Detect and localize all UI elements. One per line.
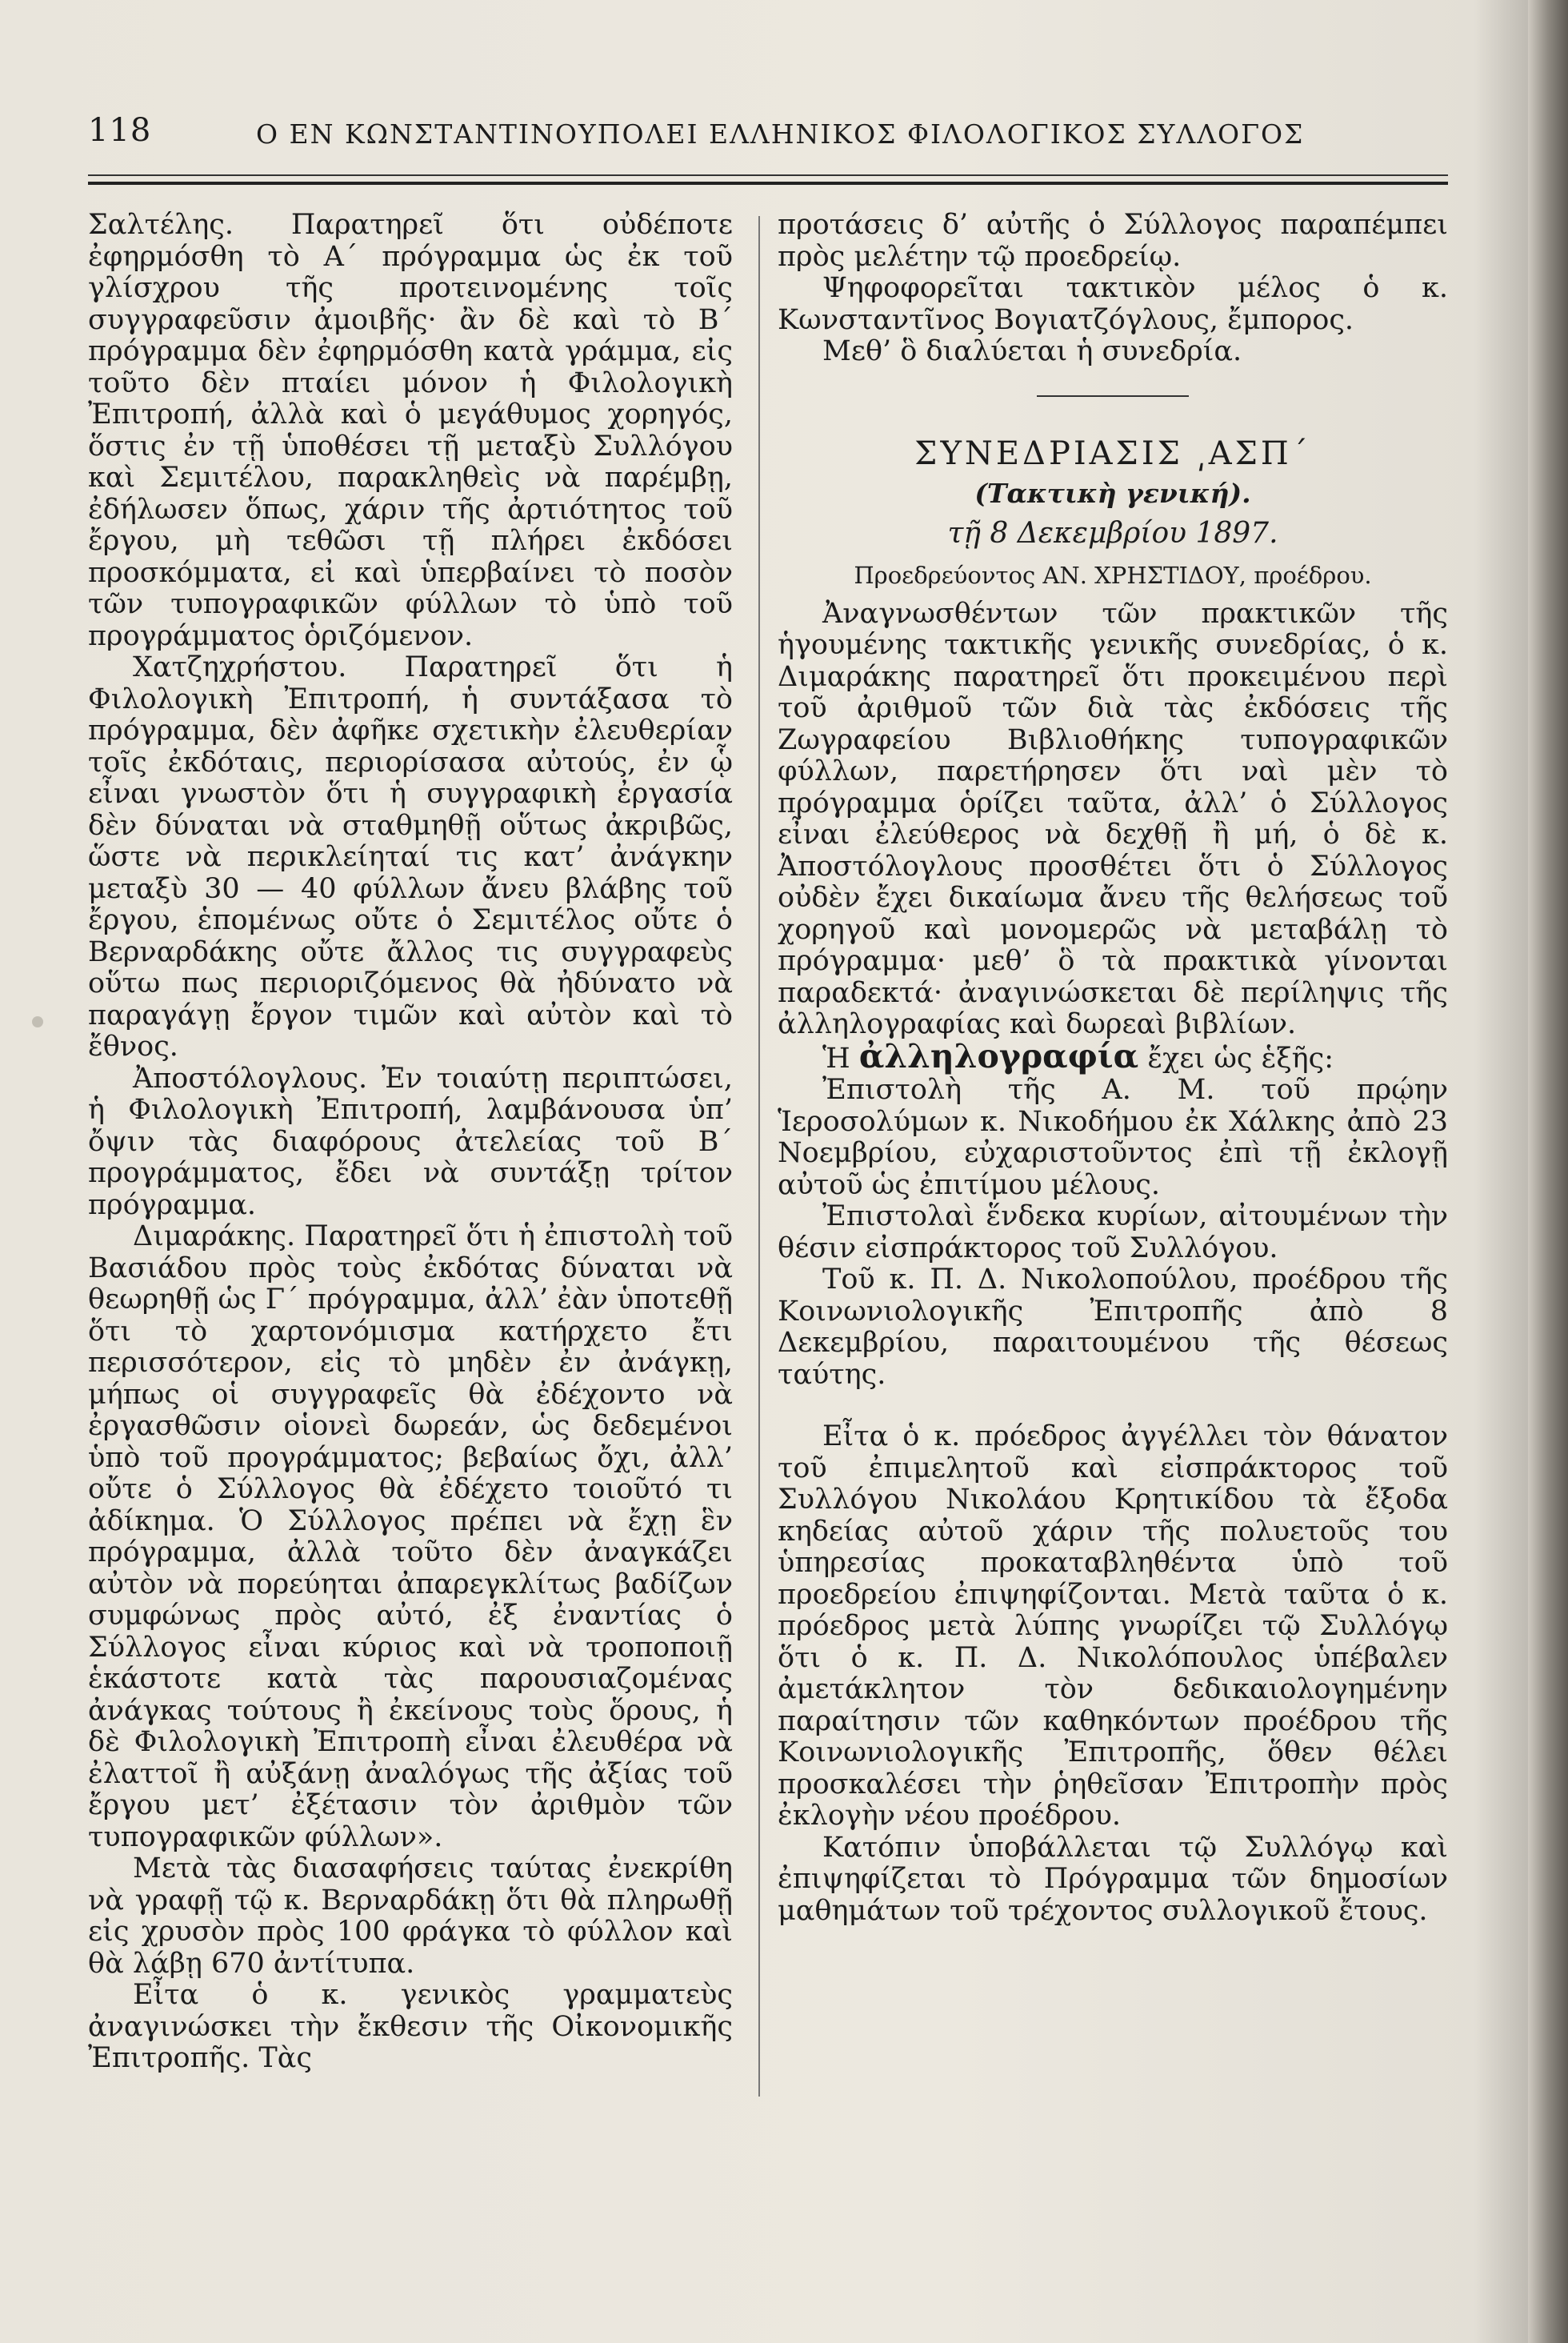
page-number: 118 <box>88 112 152 149</box>
session-title: ΣΥΝΕΔΡΙΑΣΙΣ ͵ΑΣΠ΄ <box>914 435 1311 472</box>
column-divider <box>758 216 760 2097</box>
paragraph: Τοῦ κ. Π. Δ. Νικολοπούλου, προέδρου τῆς Κοινωνιολογικῆς Ἐπιτροπῆς ἀπὸ 8 Δεκεμβρίου, παραιτουμένου τῆς θέσεως ταύτης. <box>778 1264 1448 1391</box>
correspondence-heading-word: Ἡ <box>822 1042 850 1075</box>
paragraph-gap <box>778 1391 1448 1421</box>
paragraph: Διμαράκης. Παρατηρεῖ ὅτι ἡ ἐπιστολὴ τοῦ Βασιάδου πρὸς τοὺς ἐκδότας δύναται νὰ θεωρηθῇ ὡς Γ΄ πρόγραμμα, ἀλλ’ ἐὰν ὑποτεθῇ ὅτι τὸ χαρτονόμισμα κατήρχετο ἔτι περισσότερον, εἰς τὸ μηδὲν ἐν ἀνάγκῃ, μήπως οἱ συγγραφεῖς θὰ ἐδέχοντο νὰ ἐργασθῶσιν οἱονεὶ δωρεάν, ὡς δεδεμένοι ὑπὸ τοῦ προγράμματος; βεβαίως ὄχι, ἀλλ’ οὔτε ὁ Σύλλογος θὰ ἐδέχετο τοιοῦτό τι ἀδίκημα. Ὁ Σύλλογος πρέπει νὰ ἔχῃ ἓν πρόγραμμα, ἀλλὰ τοῦτο δὲν ἀναγκάζει αὐτὸν νὰ πορεύηται ἀπαρεγκλίτως βαδίζων συμφώνως πρὸς αὐτό, ἐξ ἐναντίας ὁ Σύλλογος εἶναι κύριος καὶ νὰ τροποποιῇ ἑκάστοτε κατὰ τὰς παρουσιαζομένας ἀνάγκας τούτους ἢ ἐκείνους τοὺς ὅρους, ἡ δὲ Φιλολογικὴ Ἐπιτροπὴ εἶναι ἐλευθέρα νὰ ἐλαττοῖ ἢ αὐξάνῃ ἀναλόγως τῆς ἀξίας τοῦ ἔργου μετ’ ἐξέτασιν τὸν ἀριθμὸν τῶν τυπογραφικῶν φύλλων». <box>88 1220 733 1853</box>
left-column <box>88 210 733 2075</box>
header-rule-thick <box>88 182 1448 185</box>
paragraph: Ἐπιστολὴ τῆς Α. Μ. τοῦ πρῴην Ἱεροσολύμων κ. Νικοδήμου ἐκ Χάλκης ἀπὸ 23 Νοεμβρίου, εὐχαριστοῦντος ἐπὶ τῇ ἐκλογῇ αὐτοῦ ὡς ἐπιτίμου μέλους. <box>778 1074 1448 1201</box>
correspondence-heading <box>778 1036 1448 1075</box>
paragraph: Μεθ’ ὃ διαλύεται ἡ συνεδρία. <box>822 335 1242 367</box>
paragraph: Χατζηχρήστου. Παρατηρεῖ ὅτι ἡ Φιλολογικὴ Ἐπιτροπή, ἡ συντάξασα τὸ πρόγραμμα, δὲν ἀφῆκε σχετικὴν ἐλευθερίαν τοῖς ἐκδόταις, περιορίσασα αὐτούς, ἐν ᾧ εἶναι γνωστὸν ὅτι ἡ συγγραφικὴ ἐργασία δὲν δύναται νὰ σταθμηθῇ οὕτως ἀκριβῶς, ὥστε νὰ περικλείηταί τις κατ’ ἀνάγκην μεταξὺ 30 — 40 φύλλων ἄνευ βλάβης τοῦ ἔργου, ἑπομένως οὔτε ὁ Σεμιτέλος οὔτε ὁ Βερναρδάκης οὔτε ἄλλος τις συγγραφεὺς οὕτω πως περιοριζόμενος θὰ ἠδύνατο νὰ παραγάγῃ ἔργον τιμῶν καὶ αὐτὸν καὶ τὸ ἔθνος. <box>88 651 733 1063</box>
paragraph: Εἶτα ὁ κ. πρόεδρος ἀγγέλλει τὸν θάνατον τοῦ ἐπιμελητοῦ καὶ εἰσπράκτορος τοῦ Συλλόγου Νικολάου Κρητικίδου τὰ ἔξοδα κηδείας αὐτοῦ χάριν τῆς πολυετοῦς του ὑπηρεσίας προκαταβληθέντα ὑπὸ τοῦ προεδρείου ἐπιψηφίζονται. Μετὰ ταῦτα ὁ κ. πρόεδρος μετὰ λύπης γνωρίζει τῷ Συλλόγῳ ὅτι ὁ κ. Π. Δ. Νικολόπουλος ὑπέβαλεν ἀμετάκλητον τὸν δεδικαιολογημένην παραίτησιν τῶν καθηκόντων προέδρου τῆς Κοινωνιολογικῆς Ἐπιτροπῆς, ὅθεν θέλει προσκαλέσει τὴν ῥηθεῖσαν Ἐπιτροπὴν πρὸς ἐκλογὴν νέου προέδρου. <box>778 1420 1448 1832</box>
session-chair: Προεδρεύοντος ΑΝ. ΧΡΗΣΤΙΔΟΥ, προέδρου. <box>854 562 1372 589</box>
paragraph: Ἐπιστολαὶ ἕνδεκα κυρίων, αἰτουμένων τὴν θέσιν εἰσπράκτορος τοῦ Συλλόγου. <box>778 1200 1448 1264</box>
correspondence-heading-big: ἀλληλογραφία <box>858 1036 1139 1075</box>
section-separator <box>1037 395 1189 397</box>
correspondence-heading-rest: ἔχει ὡς ἑξῆς: <box>1147 1042 1334 1075</box>
right-column <box>778 210 1448 1927</box>
paragraph: προτάσεις δ’ αὐτῆς ὁ Σύλλογος παραπέμπει πρὸς μελέτην τῷ προεδρείῳ. <box>778 209 1448 273</box>
binding-edge <box>1528 0 1568 2343</box>
session-date: τῇ 8 Δεκεμβρίου 1897. <box>947 516 1278 550</box>
paragraph: Μετὰ τὰς διασαφήσεις ταύτας ἐνεκρίθη νὰ γραφῇ τῷ κ. Βερναρδάκῃ ὅτι θὰ πληρωθῇ εἰς χρυσὸν πρὸς 100 φράγκα τὸ φύλλον καὶ θὰ λάβῃ 670 ἀντίτυπα. <box>88 1852 733 1980</box>
paragraph: Σαλτέλης. Παρατηρεῖ ὅτι οὐδέποτε ἐφηρμόσθη τὸ Α΄ πρόγραμμα ὡς ἐκ τοῦ γλίσχρου τῆς προτεινομένης τοῖς συγγραφεῦσιν ἀμοιβῆς· ἂν δὲ καὶ τὸ Β΄ πρόγραμμα δὲν ἐφηρμόσθη κατὰ γράμμα, εἰς τοῦτο δὲν πταίει μόνον ἡ Φιλολογικὴ Ἐπιτροπή, ἀλλὰ καὶ ὁ μεγάθυμος χορηγός, ὅστις ἐν τῇ ὑποθέσει τῇ μεταξὺ Συλλόγου καὶ Σεμιτέλου, παρακληθεὶς νὰ παρέμβῃ, ἐδήλωσεν ὅπως, χάριν τῆς ἀρτιότητος τοῦ ἔργου, μὴ τεθῶσι τῇ πλήρει ἐκδόσει προσκόμματα, εἰ καὶ ὑπερβαίνει τὸ ποσὸν τῶν τυπογραφικῶν φύλλων τὸ ὑπὸ τοῦ προγράμματος ὁριζόμενον. <box>88 209 733 652</box>
paragraph: Κατόπιν ὑποβάλλεται τῷ Συλλόγῳ καὶ ἐπιψηφίζεται τὸ Πρόγραμμα τῶν δημοσίων μαθημάτων τοῦ τρέχοντος συλλογικοῦ ἔτους. <box>778 1831 1448 1927</box>
session-kind: (Τακτικὴ γενική). <box>974 478 1251 509</box>
header-rule-thin <box>88 174 1448 176</box>
paragraph: Ἀποστόλογλους. Ἐν τοιαύτῃ περιπτώσει, ἡ Φιλολογικὴ Ἐπιτροπή, λαμβάνουσα ὑπ’ ὄψιν τὰς διαφόρους ἀτελείας τοῦ Β΄ προγράμματος, ἔδει νὰ συντάξῃ τρίτον πρόγραμμα. <box>88 1062 733 1221</box>
paragraph: Εἶτα ὁ κ. γενικὸς γραμματεὺς ἀναγινώσκει τὴν ἔκθεσιν τῆς Οἰκονομικῆς Ἐπιτροπῆς. Τὰς <box>88 1979 733 2074</box>
paragraph: Ψηφοφορεῖται τακτικὸν μέλος ὁ κ. Κωνσταντῖνος Βογιατζόγλους, ἔμπορος. <box>778 272 1448 336</box>
ink-spot <box>32 1016 43 1027</box>
page-header <box>88 112 1448 160</box>
paragraph: Ἀναγνωσθέντων τῶν πρακτικῶν τῆς ἡγουμένης τακτικῆς γενικῆς συνεδρίας, ὁ κ. Διμαράκης παρατηρεῖ ὅτι προκειμένου περὶ τοῦ ἀριθμοῦ τῶν διὰ τὰς ἐκδόσεις τῆς Ζωγραφείου Βιβλιοθήκης τυπογραφικῶν φύλλων, παρετήρησεν ὅτι ναὶ μὲν τὸ πρόγραμμα ὁρίζει ταῦτα, ἀλλ’ ὁ Σύλλογος εἶναι ἐλεύθερος νὰ δεχθῇ ἢ μή, ὁ δὲ κ. Ἀποστόλογλους προσθέτει ὅτι ὁ Σύλλογος οὐδὲν ἔχει δικαίωμα ἄνευ τῆς θελήσεως τοῦ χορηγοῦ καὶ μονομερῶς νὰ μεταβάλῃ τὸ πρόγραμμα· μεθ’ ὃ τὰ πρακτικὰ γίνονται παραδεκτά· ἀναγινώσκεται δὲ περίληψις τῆς ἀλληλογραφίας καὶ δωρεαὶ βιβλίων. <box>778 597 1448 1040</box>
running-title: Ο ΕΝ ΚΩΝΣΤΑΝΤΙΝΟΥΠΟΛΕΙ ΕΛΛΗΝΙΚΟΣ ΦΙΛΟΛΟΓΙΚΟΣ ΣΥΛΛΟΓΟΣ <box>256 118 1305 150</box>
